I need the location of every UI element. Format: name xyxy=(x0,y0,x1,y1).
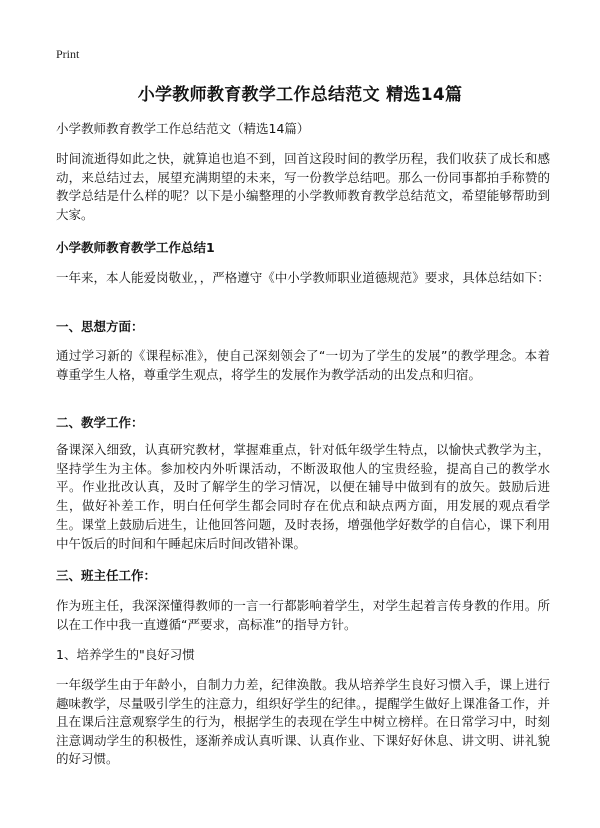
document-subtitle: 小学教师教育教学工作总结范文（精选14篇） xyxy=(56,121,310,136)
habits-paragraph: 一年级学生由于年龄小，自制力力差，纪律涣散。我从培养学生良好习惯入手，课上进行趣味教学，尽量吸引学生的注意力，组织好学生的纪律。，提醒学生做好上课准备工作，并且在课后注意观察学生的行为，根据学生的表现在学生中树立榜样。在日常学习中，时刻注意调动学生的积极性，逐渐养成认真听课、认真作业、下课好好休息、讲文明、讲礼貌的好习惯。 xyxy=(56,677,550,766)
page-title: 小学教师教育教学工作总结范文 精选14篇 xyxy=(137,85,463,105)
thought-paragraph: 通过学习新的《课程标准》，使自己深刻领会了“一切为了学生的发展”的教学理念。本着尊重学生人格，尊重学生观点，将学生的发展作为教学活动的出发点和归宿。 xyxy=(56,348,550,382)
section1-intro-paragraph: 一年来，本人能爱岗敬业，，严格遵守《中小学教师职业道德规范》要求，具体总结如下： xyxy=(56,270,550,285)
heading-teaching: 二、教学工作： xyxy=(56,415,144,430)
heading-thought: 一、思想方面： xyxy=(56,319,144,334)
subheading-habits: 1、培养学生的"良好习惯 xyxy=(56,647,195,662)
teaching-paragraph: 备课深入细致，认真研究教材，掌握难重点，针对低年级学生特点，以愉快式教学为主，坚持学生为主体。参加校内外听课活动，不断汲取他人的宝贵经验，提高自己的教学水平。作业批改认真，及时了解学生的学习情况，以便在辅导中做到有的放矢。鼓励后进生，做好补差工作，明白任何学生都会同时存在优点和缺点两方面，用发展的观点看学生。课堂上鼓励后进生，让他回答问题，及时表扬，增强他学好数学的自信心，课下利用中午饭后的时间和午睡起床后时间改错补课。 xyxy=(56,442,550,551)
heading-class: 三、班主任工作： xyxy=(56,568,157,583)
section-heading-1: 小学教师教育教学工作总结1 xyxy=(56,240,215,255)
print-link[interactable]: Print xyxy=(56,47,80,61)
class-paragraph: 作为班主任，我深深懂得教师的一言一行都影响着学生，对学生起着言传身教的作用。所以在工作中我一直遵循“严要求，高标准”的指导方针。 xyxy=(56,598,550,632)
intro-paragraph: 时间流逝得如此之快，就算追也追不到，回首这段时间的教学历程，我们收获了成长和感动，来总结过去，展望充满期望的未来，写一份教学总结吧。那么一份同事都拍手称赞的教学总结是什么样的呢？以下是小编整理的小学教师教育教学总结范文，希望能够帮助到大家。 xyxy=(56,151,550,222)
